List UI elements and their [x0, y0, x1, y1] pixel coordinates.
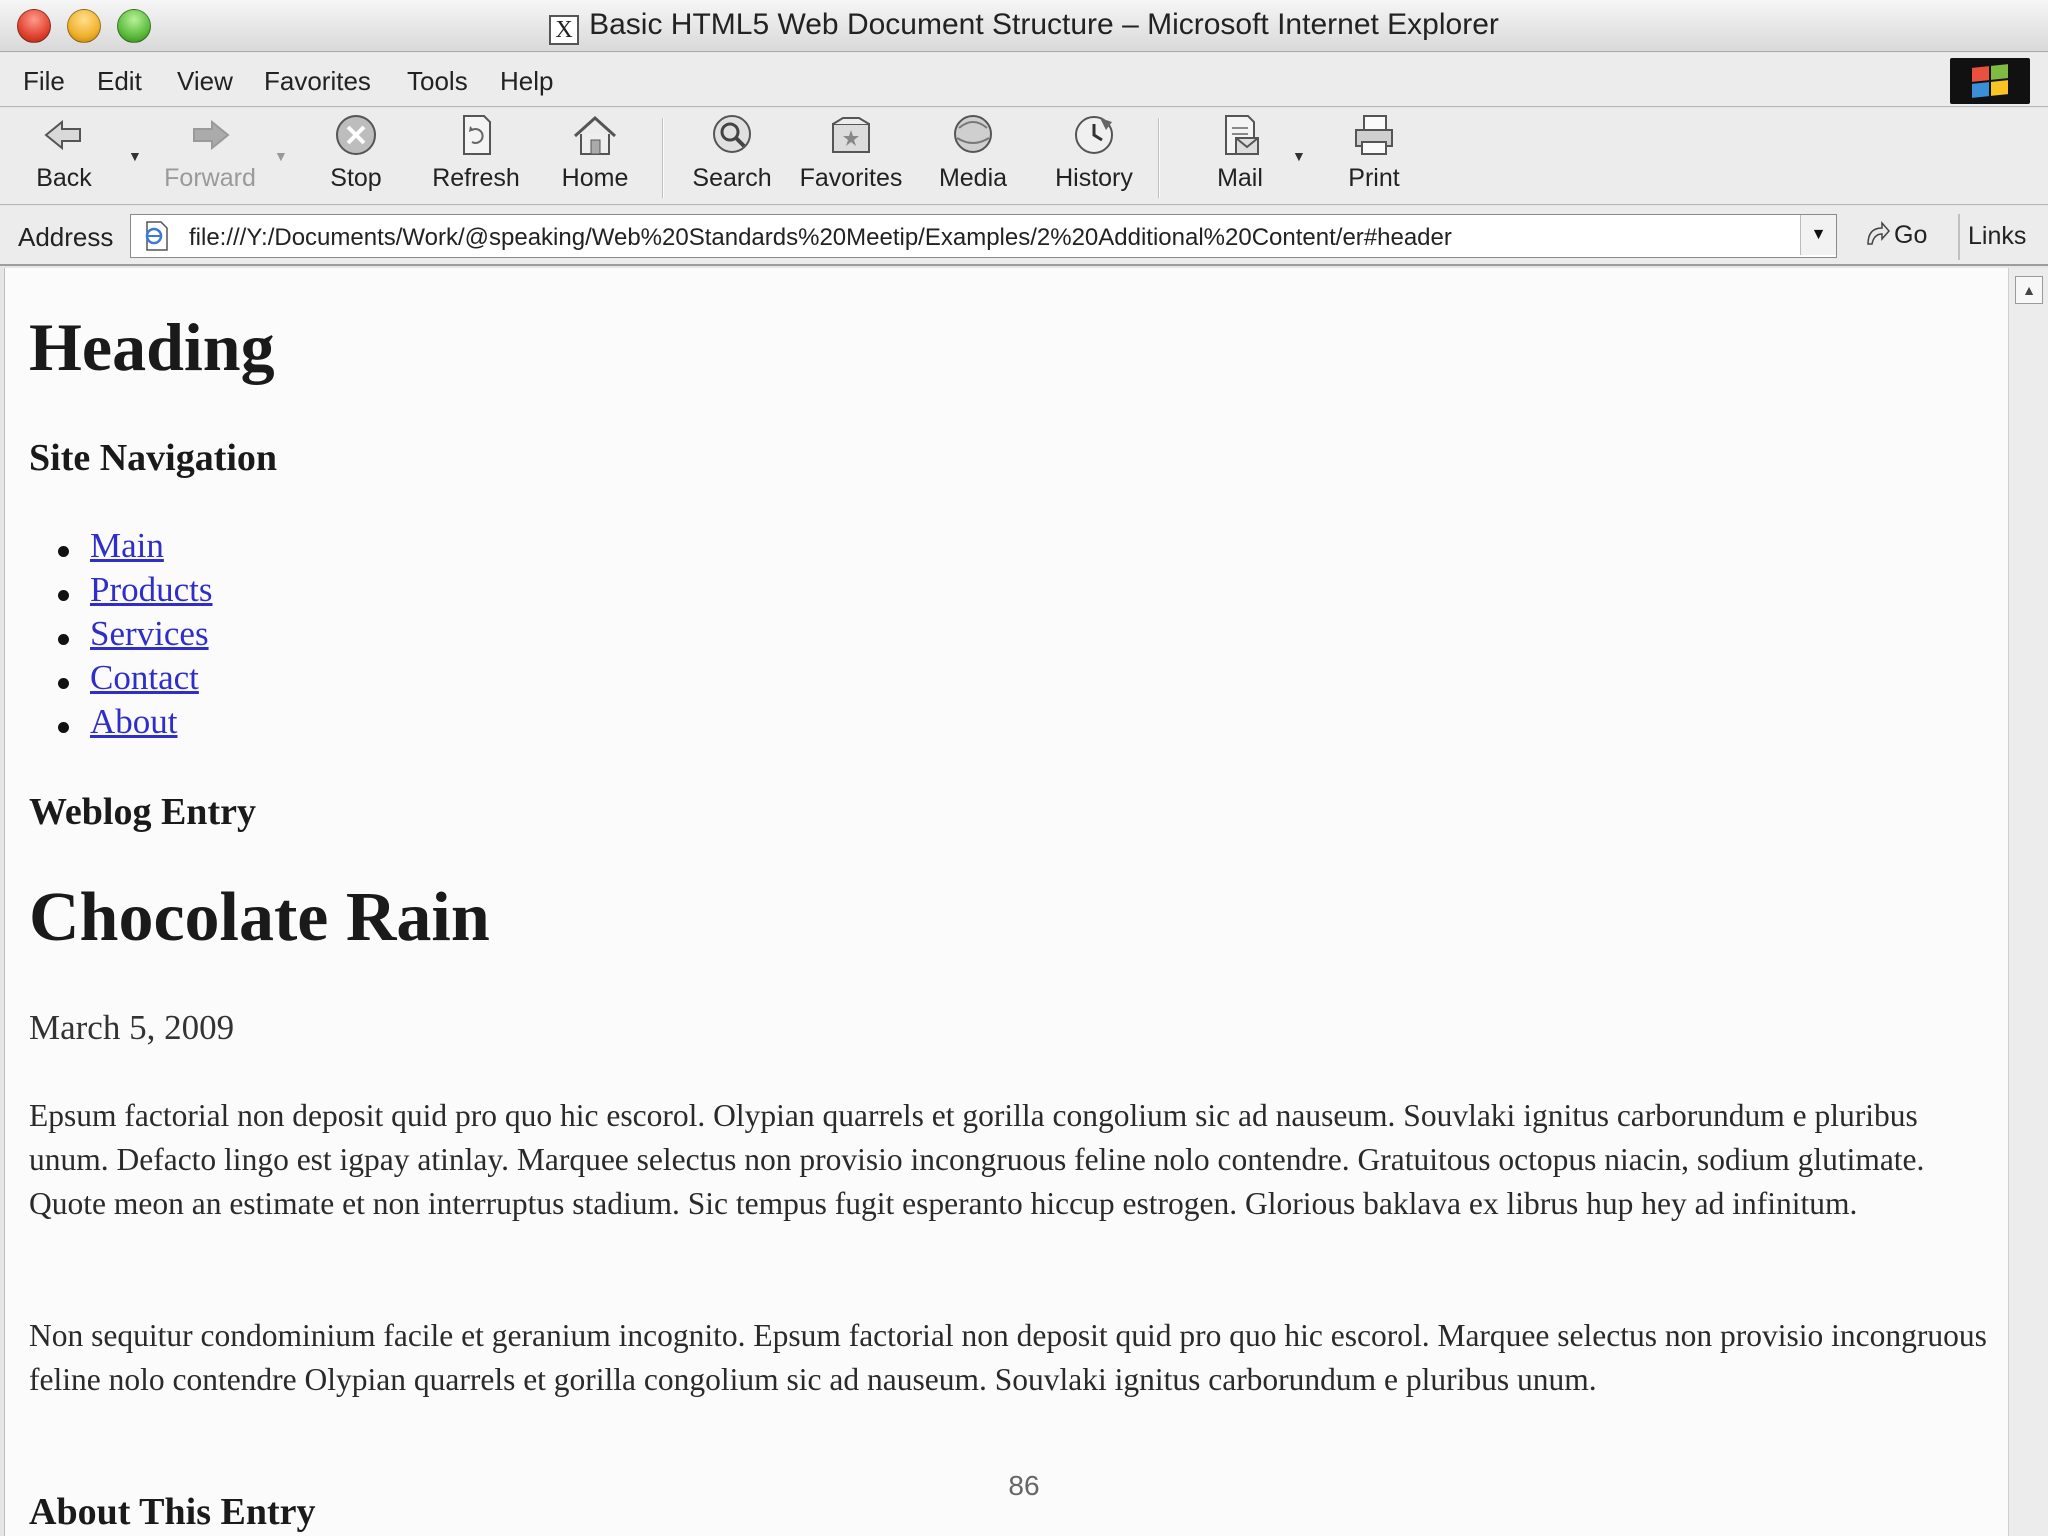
- media-label: Media: [938, 164, 1008, 192]
- search-label: Search: [692, 164, 772, 192]
- site-navigation-heading: Site Navigation: [29, 437, 278, 479]
- nav-list-item: [90, 526, 213, 570]
- print-icon: [1350, 112, 1398, 158]
- favorites-label: Favorites: [799, 164, 903, 192]
- page-heading: Heading: [29, 309, 275, 385]
- nav-link-services[interactable]: Services: [90, 614, 209, 653]
- nav-list-item: [90, 658, 213, 702]
- about-entry-heading: About This Entry: [29, 1491, 316, 1533]
- window-x-icon: X: [549, 15, 579, 45]
- favorites-icon: [827, 112, 875, 158]
- home-button[interactable]: [558, 112, 632, 200]
- print-button[interactable]: [1340, 112, 1408, 200]
- ie-flag-icon: [1950, 58, 2030, 104]
- address-input[interactable]: [130, 214, 1837, 258]
- menu-bar: [0, 53, 2048, 107]
- address-label: Address: [18, 222, 114, 252]
- go-label: Go: [1894, 221, 1928, 249]
- favorites-button[interactable]: [796, 112, 906, 200]
- mail-label: Mail: [1217, 164, 1263, 192]
- toolbar: [0, 108, 2048, 205]
- media-button[interactable]: [934, 112, 1012, 200]
- window-title: [0, 8, 2048, 45]
- media-icon: [949, 112, 997, 158]
- home-label: Home: [561, 164, 629, 192]
- window-titlebar: [0, 0, 2048, 52]
- back-arrow-icon: [40, 112, 88, 158]
- nav-list-item: [90, 570, 213, 614]
- forward-history-caret[interactable]: ▼: [274, 148, 288, 164]
- entry-paragraph-1: Epsum factorial non deposit quid pro quo hic escorol. Olypian quarrels et gorilla congolium sic ad nauseum. Souvlaki ignitus carborundum e pluribus unum. Defacto lingo est igpay atinlay. Marquee selectus non provisio incongruous feline nolo contendre. Gratuitous octopus niacin, sodium glutimate. Quote meon an estimate et non interruptus stadium. Sic tempus fugit esperanto hiccup estrogen. Glorious baklava ex librus hup hey ad infinitum.: [29, 1098, 1925, 1221]
- mail-options-caret[interactable]: ▼: [1292, 148, 1306, 164]
- menu-file[interactable]: File: [23, 66, 65, 96]
- scroll-up-button[interactable]: ▲: [2015, 276, 2043, 304]
- toolbar-separator: [662, 118, 664, 198]
- stop-button[interactable]: [318, 112, 394, 200]
- mail-button[interactable]: [1210, 112, 1270, 200]
- address-url: file:///Y:/Documents/Work/@speaking/Web%20Standards%20Meetip/Examples/2%20Additional%20Content/er#header: [189, 224, 1452, 251]
- window-title-text: Basic HTML5 Web Document Structure – Microsoft Internet Explorer: [589, 8, 1499, 41]
- go-arrow-icon: [1862, 220, 1890, 248]
- weblog-entry-heading: Weblog Entry: [29, 791, 256, 833]
- forward-label: Forward: [164, 164, 256, 192]
- search-button[interactable]: [688, 112, 776, 200]
- nav-link-contact[interactable]: Contact: [90, 658, 199, 697]
- refresh-label: Refresh: [432, 164, 520, 192]
- links-button[interactable]: Links: [1968, 222, 2027, 250]
- forward-arrow-icon: [186, 112, 234, 158]
- menu-tools[interactable]: Tools: [407, 66, 468, 96]
- nav-list-item: [90, 702, 213, 746]
- links-separator: [1958, 214, 1960, 260]
- nav-link-products[interactable]: Products: [90, 570, 213, 609]
- refresh-icon: [452, 112, 500, 158]
- toolbar-separator: [1158, 118, 1160, 198]
- entry-title: Chocolate Rain: [29, 879, 490, 956]
- go-button[interactable]: [1862, 220, 1927, 250]
- slide-page-number: 86: [1008, 1470, 1040, 1501]
- forward-button[interactable]: [158, 112, 262, 200]
- mail-icon: [1216, 112, 1264, 158]
- search-icon: [708, 112, 756, 158]
- menu-view[interactable]: View: [177, 66, 233, 96]
- refresh-button[interactable]: [428, 112, 524, 200]
- menu-help[interactable]: Help: [500, 66, 554, 96]
- print-label: Print: [1348, 164, 1400, 192]
- vertical-scrollbar[interactable]: [2008, 268, 2048, 1536]
- menu-favorites[interactable]: Favorites: [264, 66, 371, 96]
- page-icon: [141, 220, 173, 252]
- back-history-caret[interactable]: ▼: [128, 148, 142, 164]
- home-icon: [571, 112, 619, 158]
- address-dropdown-button[interactable]: ▼: [1800, 215, 1836, 255]
- history-button[interactable]: [1050, 112, 1138, 200]
- nav-link-main[interactable]: Main: [90, 526, 164, 565]
- entry-paragraph-2: Non sequitur condominium facile et geranium incognito. Epsum factorial non deposit quid pro quo hic escorol. Marquee selectus non provisio incongruous feline nolo contendre Olypian quarrels et gorilla congolium sic ad nauseum. Souvlaki ignitus carborundum e pluribus unum.: [29, 1318, 1987, 1397]
- address-bar: [0, 206, 2048, 266]
- menu-edit[interactable]: Edit: [97, 66, 142, 96]
- entry-date: March 5, 2009: [29, 1008, 235, 1047]
- nav-link-about[interactable]: About: [90, 702, 178, 741]
- stop-label: Stop: [330, 164, 382, 192]
- history-label: History: [1055, 164, 1133, 192]
- history-icon: [1070, 112, 1118, 158]
- site-navigation-list: [90, 526, 213, 746]
- nav-list-item: [90, 614, 213, 658]
- page-content: [4, 268, 2008, 1536]
- back-label: Back: [36, 164, 92, 192]
- stop-icon: [332, 112, 380, 158]
- back-button[interactable]: [24, 112, 104, 200]
